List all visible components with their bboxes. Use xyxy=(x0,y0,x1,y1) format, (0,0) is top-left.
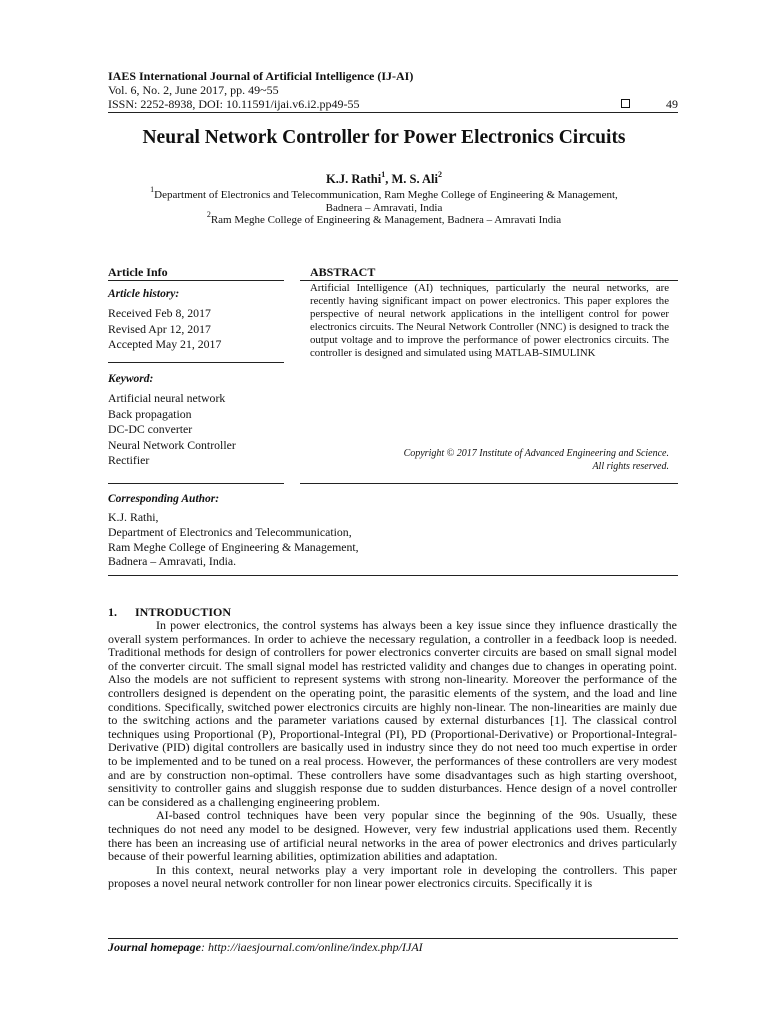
journal-homepage xyxy=(108,940,423,954)
keyword-list xyxy=(108,391,236,469)
author-list: K.J. Rathi$^1$, M. S. Ali$^2$ xyxy=(325,169,442,186)
info-box-bottom-rule xyxy=(108,575,678,576)
author-name: M. S. Ali xyxy=(391,172,438,186)
affiliation-2 xyxy=(0,210,768,227)
keyword-item: Rectifier xyxy=(108,453,150,467)
author-name: K.J. Rathi xyxy=(325,172,382,186)
intro-paragraph: In power electronics, the control systems has always been a key issue since they influence drastically the overall system performances. In order to achieve the necessary regulation, a controller in a feedback loop is needed. Traditional methods for design of controllers for power electronics converter circuits are based on small signal model of the converter circuit. The small signal model has restricted validity and changes due to changes in operating point. Also the models are not sufficient to represent systems with strong non-linearity. Moreover the performance of the controllers designed is dependent on the operating point, the parasitic elements of the system, and the load and line conditions. Specifically, switched power electronics circuits are highly non-linear. The non-linearities are mainly due to the switching actions and the parameter variations caused by external disturbances [1]. The classical control techniques using Proportional (P), Proportional-Integral (PI), PD (Proportional-Derivative) or Proportional-Integral-Derivative (PID) digital controllers are basically used in industry since they do not need too much expertise in order to be implemented and to be tuned on a real process. However, the performances of these controllers are very modest and are by construction non-optimal. These controllers have some disadvantages such as high starting overshoot, sensitivity to controller gains and sluggish response due to sudden disturbances. Hence design of a novel controller can be considered as a challenging engineering problem. xyxy=(108,618,677,809)
affiliation-1-line2: Badnera – Amravati, India xyxy=(325,202,443,214)
abstract-bottom-rule xyxy=(300,483,678,484)
affiliation-sup: 1 xyxy=(150,185,155,195)
corresponding-author-label: Corresponding Author: xyxy=(108,493,220,505)
keyword-rule xyxy=(108,483,284,484)
journal-volume: Vol. 6, No. 2, June 2017, pp. 49~55 xyxy=(108,83,279,97)
article-history xyxy=(108,306,221,353)
history-revised: Revised Apr 12, 2017 xyxy=(108,321,211,336)
corresponding-author-line: Department of Electronics and Telecommunication, xyxy=(108,524,352,539)
journal-issn-doi: ISSN: 2252-8938, DOI: 10.11591/ijai.v6.i2.pp49-55 xyxy=(108,97,360,111)
intro-paragraph: In this context, neural networks play a very important role in developing the controllers. This paper proposes a novel neural network controller for non linear power electronics circuits. Specifically it is xyxy=(108,862,677,891)
footer-separator: : xyxy=(201,940,209,954)
introduction-heading xyxy=(108,605,231,619)
square-bullet-icon xyxy=(621,99,630,108)
corresponding-author-block xyxy=(108,510,359,569)
paper-title: Neural Network Controller for Power Electronics Circuits xyxy=(142,127,626,148)
author-sup: 2 xyxy=(438,169,442,179)
corresponding-author-line: K.J. Rathi, xyxy=(108,510,159,524)
article-history-label: Article history: xyxy=(108,288,180,300)
intro-paragraph: AI-based control techniques have been very popular since the beginning of the 90s. Usually, these techniques do not need any model to be designed. However, very few industrial applications used them. Recently there has been an increasing use of artificial neural networks in the area of power electronics and drives particularly because of their powerful learning abilities, optimization abilities and adaptation. xyxy=(108,808,677,864)
keyword-item: Back propagation xyxy=(108,406,192,421)
article-info-rule xyxy=(108,280,284,281)
affiliation-line: Ram Meghe College of Engineering & Management, Badnera – Amravati India xyxy=(210,214,562,226)
footer-rule xyxy=(108,938,678,939)
history-rule xyxy=(108,362,284,363)
affiliation-1 xyxy=(0,185,768,202)
journal-title: IAES International Journal of Artificial Intelligence (IJ-AI) xyxy=(108,69,414,83)
header-rule xyxy=(108,112,678,113)
keyword-label: Keyword: xyxy=(108,373,154,385)
copyright-line-1: Copyright © 2017 Institute of Advanced Engineering and Science. xyxy=(403,448,669,459)
section-title: INTRODUCTION xyxy=(135,605,232,619)
journal-homepage-link[interactable]: http://iaesjournal.com/online/index.php/IJAI xyxy=(208,940,423,954)
section-number: 1. xyxy=(108,605,117,619)
corresponding-author-line: Ram Meghe College of Engineering & Management, xyxy=(108,539,359,554)
keyword-item: DC-DC converter xyxy=(108,422,193,436)
keyword-item: Neural Network Controller xyxy=(108,437,236,452)
history-received: Received Feb 8, 2017 xyxy=(108,306,211,320)
introduction-body xyxy=(108,619,677,891)
copyright-line-2: All rights reserved. xyxy=(592,461,669,472)
affiliation-line: Department of Electronics and Telecommunication, Ram Meghe College of Engineering & Management, xyxy=(154,189,618,201)
page-number: 49 xyxy=(666,97,678,111)
history-accepted: Accepted May 21, 2017 xyxy=(108,337,222,351)
author-sup: 1 xyxy=(381,169,386,179)
affiliation-sup: 2 xyxy=(206,210,211,220)
abstract-rule xyxy=(300,280,678,281)
abstract-heading: ABSTRACT xyxy=(310,265,376,279)
corresponding-author-line: Badnera – Amravati, India. xyxy=(108,554,237,569)
abstract-text: Artificial Intelligence (AI) techniques, particularly the neural networks, are recently having significant impact on power electronics. This paper explores the perspective of neural network applications in the intelligent control for power electronics circuits. The Neural Network Controller (NNC) is designed to track the output voltage and to improve the performance of power electronics circuits. The controller is designed and simulated using MATLAB-SIMULINK xyxy=(310,282,669,359)
footer-label: Journal homepage xyxy=(108,940,202,954)
keyword-item: Artificial neural network xyxy=(108,391,226,405)
article-info-heading: Article Info xyxy=(108,265,168,279)
